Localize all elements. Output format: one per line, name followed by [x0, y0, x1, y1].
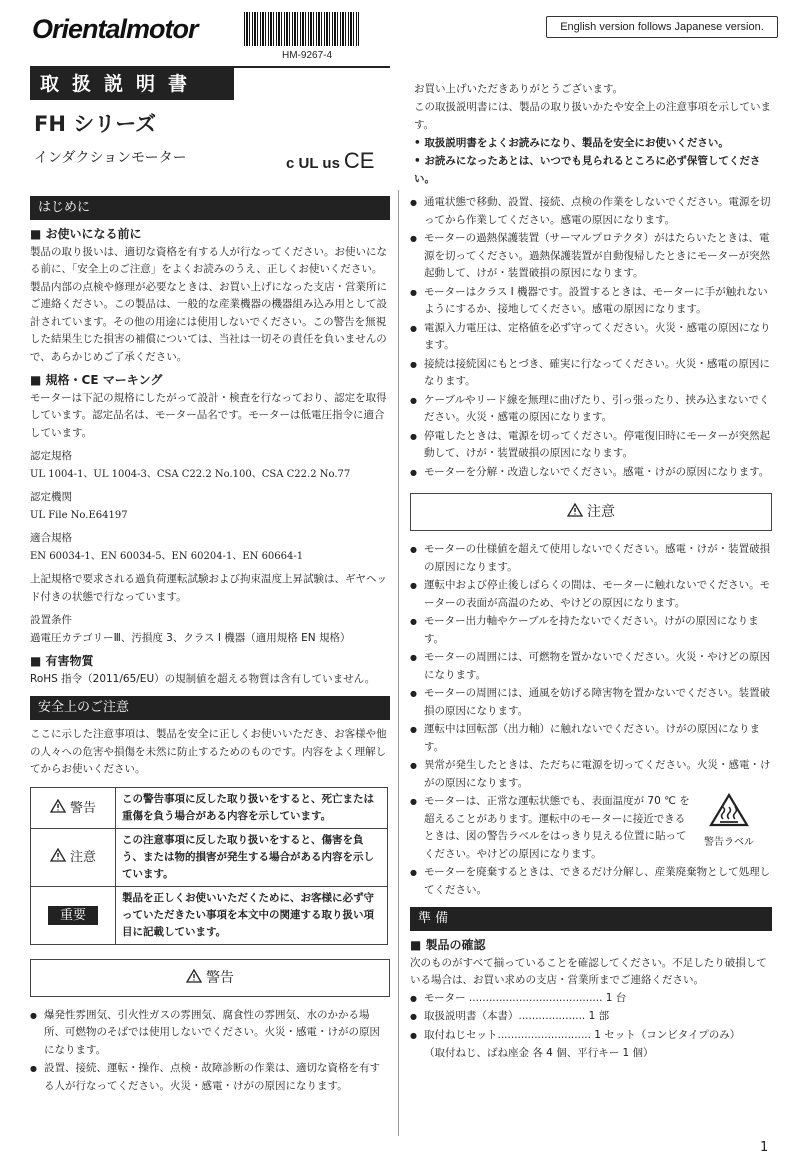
subtitle: インダクションモーター	[34, 150, 187, 166]
doc-code: HM-9267-4	[282, 50, 333, 61]
section-header-intro: はじめに	[30, 196, 390, 220]
list-item: ● 電源入力電圧は、定格値を必ず守ってください。火災・感電の原因になります。	[410, 320, 772, 355]
cert-std-label: 認定規格	[30, 450, 72, 462]
appl-std-label: 適合規格	[30, 532, 72, 544]
list-item: ● ケーブルやリード線を無理に曲げたり、引っ張ったり、挟み込まないでください。火災・感電の原因になります。	[410, 392, 772, 427]
list-item: ● 停電したときは、電源を切ってください。停電復旧時にモーターが突然起動して、けが・装置破損の原因になります。	[410, 428, 772, 463]
list-item: ● モーター ........................................ 1 台	[410, 990, 772, 1008]
confirm-note: （取付ねじ、ばね座金 各 4 個、平行キー 1 個）	[424, 1047, 654, 1059]
table-row	[31, 828, 388, 886]
list-item: ● モーターの周囲には、可燃物を置かないでください。火災・やけどの原因になります。	[410, 649, 772, 684]
table-row	[31, 787, 388, 828]
ce-mark: CE	[343, 148, 375, 173]
list-item: ● モーターは、正常な運転状態でも、表面温度が 70 ℃ を超えることがあります。運転中のモーターに接近できるときは、図の警告ラベルをはっきり見える位置に貼ってください。やけどの原因になります。	[410, 793, 772, 863]
standards-heading: ■ 規格・CE マーキング	[30, 372, 390, 390]
hazard-text: RoHS 指令（2011/65/EU）の規制値を超える物質は含有していません。	[30, 672, 376, 685]
section-header-prep: 準 備	[410, 907, 772, 931]
appl-std-value: EN 60034-1、EN 60034-5、EN 60204-1、EN 60664-1	[30, 550, 304, 562]
caution-list-wrap	[410, 541, 772, 899]
caution-box: 注意	[410, 493, 772, 531]
list-item: ● モーターはクラス I 機器です。設置するときは、モーターに手が触れないようにするか、接地してください。感電の原因になります。	[410, 284, 772, 319]
hot-label-text: 警告ラベル	[704, 836, 754, 848]
install-value: 過電圧カテゴリーⅢ、汚損度 3、クラス I 機器（適用規格 EN 規格）	[30, 631, 351, 644]
warning-triangle-icon	[50, 799, 66, 813]
list-item: ● 取付ねじセット............................ 1 セット（コンビタイプのみ）	[410, 1027, 772, 1045]
ul-mark: c UL us	[286, 155, 340, 172]
list-item: ● 通電状態で移動、設置、接続、点検の作業をしないでください。電源を切ってから作業してください。感電の原因になります。	[410, 194, 772, 229]
list-item: ● モーター出力軸やケーブルを持たないでください。けがの原因になります。	[410, 613, 772, 648]
cert-body-value: UL File No.E64197	[30, 509, 128, 521]
cert-body-label: 認定機関	[30, 491, 72, 503]
list-item: ● 運転中は回転部（出力軸）に触れないでください。けがの原因になります。	[410, 721, 772, 756]
intro-line: • お読みになったあとは、いつでも見られるところに必ず保管してください。	[414, 155, 761, 185]
warning-list-cont	[410, 194, 772, 481]
list-item: ● 設置、接続、運転・操作、点検・故障診断の作業は、適切な資格を有する人が行なってください。火災・感電・けがの原因になります。	[30, 1060, 390, 1095]
standards-text: モーターは下記の規格にしたがって設計・検査を行なっており、認定を取得しています。認定品名は、モーター品名です。モーターは低電圧指令に適合しています。	[30, 391, 387, 439]
table-row	[31, 886, 388, 944]
page-number: 1	[760, 1140, 769, 1155]
signal-word-table	[30, 787, 388, 945]
install-label: 設置条件	[30, 614, 72, 626]
brand-logo: Orientalmotor	[32, 14, 198, 44]
warning-list	[30, 1007, 390, 1096]
cert-std-value: UL 1004-1、UL 1004-3、CSA C22.2 No.100、CSA C22.2 No.77	[30, 468, 351, 480]
warning-box: 警告	[30, 959, 390, 997]
signal-key: 警告	[31, 787, 116, 828]
signal-text: この注意事項に反した取り扱いをすると、傷害を負う、または物的損害が発生する場合がある内容を示しています。	[116, 828, 388, 886]
series-title: FH シリーズ	[34, 112, 157, 136]
list-item: ● 取扱説明書（本書）.................... 1 部	[410, 1008, 772, 1026]
intro-line: お買い上げいただきありがとうございます。	[414, 83, 624, 95]
list-item: ● 運転中および停止後しばらくの間は、モーターに触れないでください。モーターの表面が高温のため、やけどの原因になります。	[410, 577, 772, 612]
barcode	[244, 12, 359, 46]
intro-line: この取扱説明書には、製品の取り扱いかたや安全上の注意事項を示しています。	[414, 101, 771, 131]
list-item: ● モーターを廃棄するときは、できるだけ分解し、産業廃棄物として処理してください。	[410, 864, 772, 899]
list-item: ● モーターの仕様値を超えて使用しないでください。感電・けが・装置破損の原因になります。	[410, 541, 772, 576]
hazard-heading: ■ 有害物質	[30, 653, 390, 671]
caution-triangle-icon	[50, 848, 66, 862]
signal-key	[31, 886, 116, 944]
test-text: 上記規格で要求される過負荷運転試験および拘束温度上昇試験は、ギヤヘッド付きの状態で行なっています。	[30, 573, 387, 603]
list-item: ● 爆発性雰囲気、引火性ガスの雰囲気、腐食性の雰囲気、水のかかる場所、可燃物のそばでは使用しないでください。火災・感電・けがの原因になります。	[30, 1007, 390, 1060]
confirm-text: 次のものがすべて揃っていることを確認してください。不足したり破損している場合は、お買い求めの支店・営業所までご連絡ください。	[410, 956, 767, 986]
section-header-safety: 安全上のご注意	[30, 696, 390, 720]
safety-text: ここに示した注意事項は、製品を安全に正しくお使いいただき、お客様や他の人々への危害や損傷を未然に防止するためのものです。内容をよく理解してからお使いください。	[30, 728, 387, 775]
list-item: ● モーターの過熱保護装置（サーマルプロテクタ）がはたらいたときは、電源を切ってください。過熱保護装置が自動復帰したときにモーターが突然起動して、けが・装置破損の原因になります。	[410, 230, 772, 283]
list-item: ● 接続は接続図にもとづき、確実に行なってください。火災・感電の原因になります。	[410, 356, 772, 391]
cert-marks	[286, 148, 374, 174]
english-note: English version follows Japanese version.	[546, 16, 778, 38]
right-column	[410, 194, 772, 1063]
signal-text: この警告事項に反した取り扱いをすると、死亡または重傷を負う場合がある内容を示しています。	[116, 787, 388, 828]
confirm-list	[410, 990, 772, 1045]
caution-triangle-icon	[567, 503, 583, 517]
warning-triangle-icon	[186, 969, 202, 983]
hot-surface-icon	[709, 793, 749, 827]
intro-line: • 取扱説明書をよくお読みになり、製品を安全にお使いください。	[414, 137, 729, 149]
intro-block	[414, 80, 774, 188]
hot-surface-label	[694, 793, 764, 851]
before-use-text: 製品の取り扱いは、適切な資格を有する人が行なってください。お使いになる前に、「安全上のご注意」をよくお読みのうえ、正しくお使いください。製品内部の点検や修理が必要なときは、お買い上げになった支店・営業所にご連絡ください。この製品は、一般的な産業機器の機器組み込み用として設計されています。その他の用途には使用しないでください。この警告を無視した結果生じた損害の補償については、当社は一切その責任を負いませんので、あらかじめご了承ください。	[30, 245, 387, 363]
list-item: ● 異常が発生したときは、ただちに電源を切ってください。火災・感電・けがの原因になります。	[410, 757, 772, 792]
before-use-heading: ■ お使いになる前に	[30, 226, 390, 244]
column-divider	[398, 190, 399, 1136]
list-item: ● モーターの周囲には、通風を妨げる障害物を置かないでください。装置破損の原因になります。	[410, 685, 772, 720]
important-badge: 重要	[48, 906, 98, 925]
list-item: ● モーターを分解・改造しないでください。感電・けがの原因になります。	[410, 464, 772, 482]
signal-text: 製品を正しくお使いいただくために、お客様に必ず守っていただきたい事項を本文中の関連する取り扱い項目に記載しています。	[116, 886, 388, 944]
left-column	[30, 196, 390, 1096]
confirm-heading: ■ 製品の確認	[410, 937, 772, 955]
manual-title: 取扱説明書	[30, 68, 234, 100]
signal-key: 注意	[31, 828, 116, 886]
